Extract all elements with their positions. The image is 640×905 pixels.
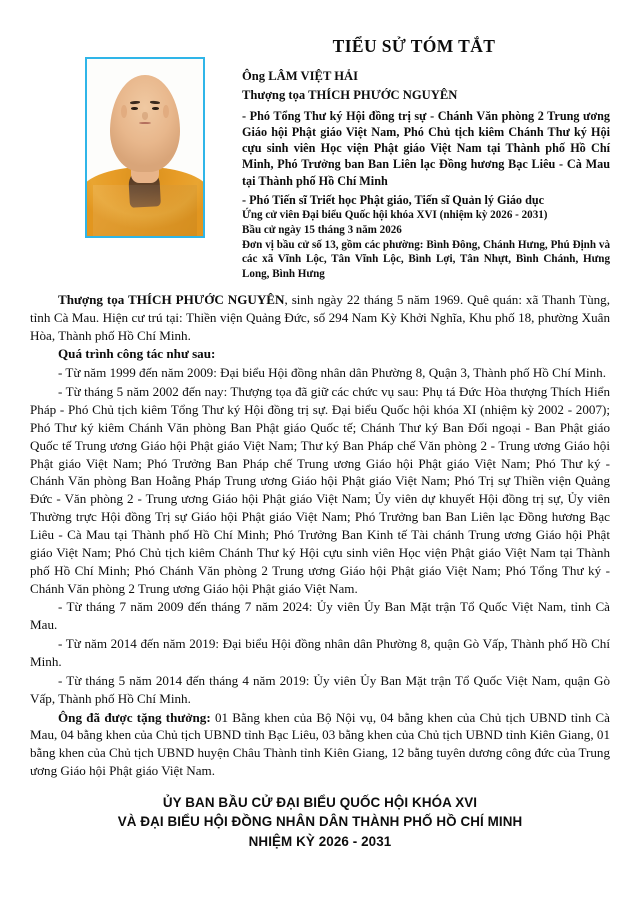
- candidacy-line: Ứng cử viên Đại biểu Quốc hội khóa XVI (nhiệm kỳ 2026 - 2031): [242, 209, 548, 222]
- footer-line-2: VÀ ĐẠI BIỂU HỘI ĐỒNG NHÂN DÂN THÀNH PHỐ HỒ CHÍ MINH: [117, 814, 523, 830]
- election-date-line: Bầu cử ngày 15 tháng 3 năm 2026: [242, 223, 402, 236]
- footer-line-3: NHIỆM KỲ 2026 - 2031: [248, 833, 392, 849]
- roles-academic: - Phó Tiến sĩ Triết học Phật giáo, Tiến sĩ Quản lý Giáo dục: [242, 192, 545, 207]
- constituency-line: Đơn vị bầu cử số 13, gồm các phường: Bình Đông, Chánh Hưng, Phú Định và các xã Vĩnh Lộc, Tân Vĩnh Lộc, Bình Lợi, Tân Nhựt, Bình Chánh, Hưng Long, Bình Hưng: [242, 238, 610, 281]
- ear-right: [163, 105, 169, 118]
- personal-rest: , sinh ngày 22 tháng 5 năm 1969. Quê quán: xã Thanh Tùng, tỉnh Cà Mau. Hiện cư trú tại: Thiền viện Quảng Đức, số 294 Nam Kỳ Khởi Nghĩa, Khu phố 18, phường Xuân Hòa, Thành phố Hồ Chí Minh.: [30, 291, 610, 343]
- roles-primary: - Phó Tổng Thư ký Hội đồng trị sự - Chánh Văn phòng 2 Trung ương Giáo hội Phật giáo Việt Nam, Phó Chủ tịch kiêm Chánh Thư ký Hội cựu sinh viên Học viện Phật giáo Việt Nam tại Thành phố Hồ Chí Minh, Phó Trưởng ban Ban Liên lạc Đồng hương Bạc Liêu - Cà Mau tại Thành phố Hồ Chí Minh: [242, 108, 610, 188]
- secular-name: Ông LÂM VIỆT HẢI: [242, 69, 359, 83]
- nose-shape: [142, 112, 148, 120]
- awards-label: Ông đã được tặng thưởng:: [58, 709, 211, 725]
- header-block: [0, 0, 640, 282]
- ear-left: [121, 105, 127, 118]
- candidate-photo: [85, 57, 205, 238]
- footer-line-1: ỦY BAN BẦU CỬ ĐẠI BIỂU QUỐC HỘI KHÓA XVI: [162, 795, 478, 811]
- issuing-authority: [30, 793, 610, 851]
- personal-paragraph: [30, 291, 610, 345]
- personal-lead: Thượng tọa THÍCH PHƯỚC NGUYÊN: [58, 291, 285, 307]
- religious-name: Thượng tọa THÍCH PHƯỚC NGUYÊN: [242, 87, 458, 102]
- eye-right: [152, 107, 159, 110]
- awards-text: 01 Bằng khen của Bộ Nội vụ, 04 bằng khen của Chủ tịch UBND tỉnh Cà Mau, 04 bằng khen của Chủ tịch UBND tỉnh Bạc Liêu, 03 bằng khen của Chủ tịch UBND tỉnh Kiên Giang, 01 bằng khen của Chủ tịch UBND huyện Châu Thành tỉnh Kiên Giang, 12 bằng tuyên dương công đức của Trung ương Giáo hội Phật giáo Việt Nam.: [30, 709, 610, 779]
- career-item-4: - Từ tháng 5 năm 2014 đến tháng 4 năm 2019: Ủy viên Ủy Ban Mặt trận Tổ Quốc Việt Nam, quận Gò Vấp, Thành phố Hồ Chí Minh.: [30, 672, 610, 706]
- awards-paragraph: [30, 709, 610, 780]
- career-heading: Quá trình công tác như sau:: [58, 346, 216, 362]
- career-item-2: - Từ tháng 7 năm 2009 đến tháng 7 năm 2024: Ủy viên Ủy Ban Mặt trận Tổ Quốc Việt Nam, tỉnh Cà Mau.: [30, 599, 610, 633]
- head-shape: [110, 75, 180, 172]
- eye-left: [131, 107, 138, 110]
- career-item-0: - Từ năm 1999 đến năm 2009: Đại biểu Hội đồng nhân dân Phường 8, Quận 3, Thành phố Hồ Chí Minh.: [58, 365, 606, 381]
- career-item-3: - Từ năm 2014 đến năm 2019: Đại biểu Hội đồng nhân dân Phường 8, quận Gò Vấp, Thành phố Hồ Chí Minh.: [30, 636, 610, 669]
- portrait-canvas: [87, 59, 203, 236]
- career-item-1: - Từ tháng 5 năm 2002 đến nay: Thượng tọa đã giữ các chức vụ sau: Phụ tá Đức Hòa thượng Thích Hiển Pháp - Phó Chủ tịch kiêm Tổng Thư ký Hội đồng trị sự. Đại biểu Quốc hội khóa XI (nhiệm kỳ 2002 - 2007); Phó Thư ký kiêm Chánh Văn phòng Ban Phật giáo Quốc tế; Chánh Thư ký Ban Đối ngoại - Ban Phật giáo Quốc tế Trung ương Giáo hội Phật giáo Việt Nam; Thư ký Ban Pháp chế Văn phòng 2 - Trung ương Giáo hội Phật giáo Việt Nam; Phó Trưởng Ban Pháp chế Trung ương Giáo hội Phật giáo Việt Nam; Phó Thư ký - Chánh Văn phòng Ban Hoằng Pháp Trung ương Giáo hội Phật giáo Việt Nam; Phó Trị sự Thiền viện Quảng Đức - Văn phòng 2 - Trung ương Giáo hội Phật giáo Việt Nam; Ủy viên dự khuyết Hội đồng trị sự, Ủy viên Thường trực Hội đồng Trị sự Giáo hội Phật giáo Việt Nam; Phó Trưởng ban Ban Liên lạc Đồng hương Bạc Liêu - Cà Mau tại Thành phố Hồ Chí Minh; Phó Trưởng Ban Kinh tế Tài chánh Trung ương Giáo hội Phật giáo Việt Nam; Phó Chủ tịch kiêm Chánh Thư ký Hội cựu sinh viên Học viện Phật giáo Việt Nam tại Thành phố Hồ Chí Minh; Phó Chánh Văn phòng 2 Trung ương Giáo hội Phật giáo Việt Nam; Phó Tổng Thư ký - Chánh Văn phòng 2 Trung ương Giáo hội Phật giáo Việt Nam.: [30, 384, 610, 596]
- mouth-shape: [139, 122, 152, 124]
- header-text-column: [230, 36, 610, 282]
- biography-body: [0, 291, 640, 852]
- eyebrow-right: [150, 101, 161, 104]
- page-title: TIỂU SỬ TÓM TẮT: [332, 36, 496, 56]
- eyebrow-left: [130, 101, 141, 104]
